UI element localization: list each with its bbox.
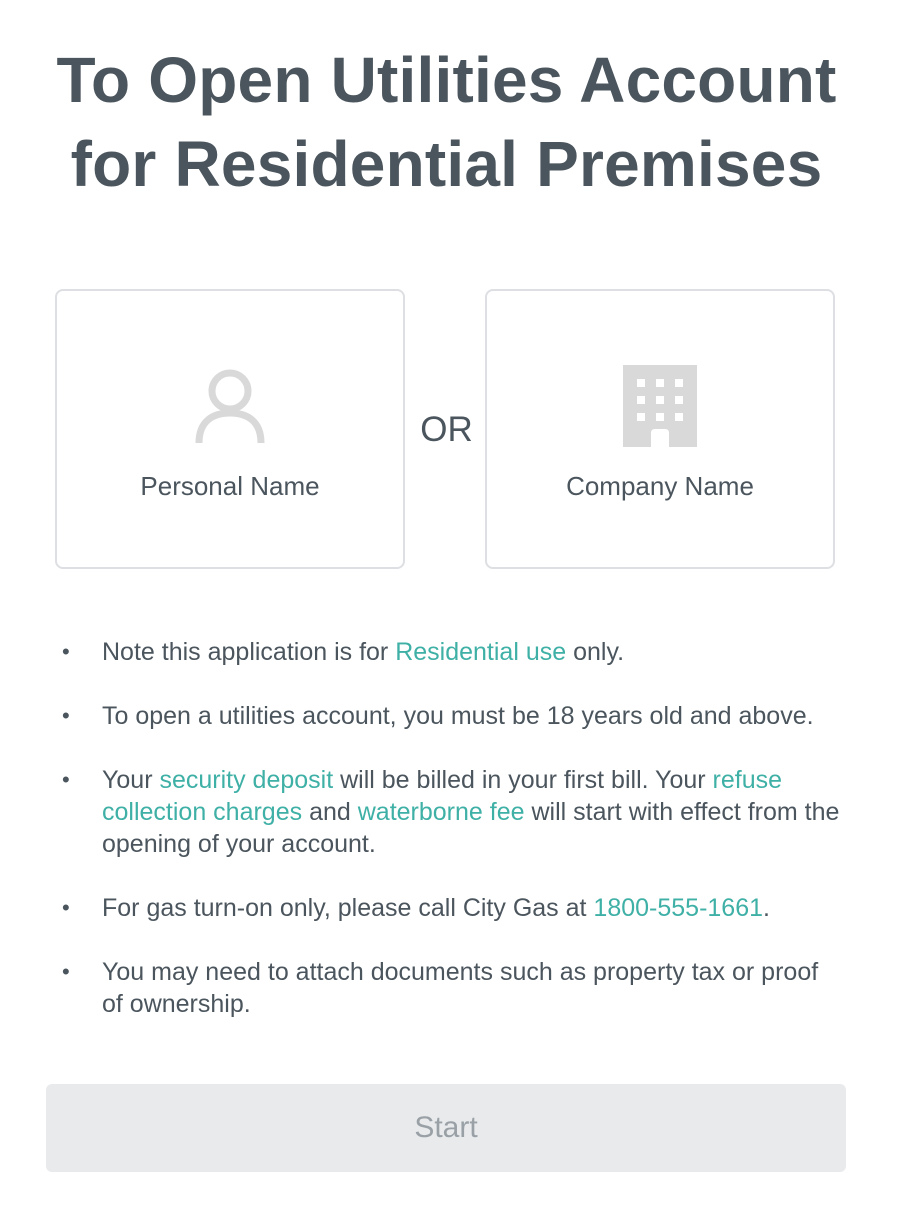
note-text: To open a utilities account, you must be 18 years old and above. xyxy=(102,702,814,730)
bullet: • xyxy=(62,639,70,664)
note-text: and xyxy=(302,798,358,826)
note-text: Your xyxy=(102,766,160,794)
or-separator: OR xyxy=(420,410,473,449)
notes-list xyxy=(60,636,840,1052)
page-title xyxy=(0,38,893,206)
bullet: • xyxy=(62,703,70,728)
personal-name-label: Personal Name xyxy=(140,471,320,501)
refuse-collection-charges-link[interactable]: refuse collection charges xyxy=(102,766,783,826)
person-icon xyxy=(195,369,265,445)
residential-use-link[interactable]: Residential use xyxy=(395,638,567,666)
list-item xyxy=(60,764,840,860)
note-text: . xyxy=(763,894,770,922)
list-item xyxy=(60,892,840,924)
note-text: For gas turn-on only, please call City Gas at xyxy=(102,894,594,922)
list-item xyxy=(60,956,840,1020)
page-title-line-1: To Open Utilities Account xyxy=(56,44,837,116)
note-text: will start with effect from the opening of your account. xyxy=(102,798,840,858)
security-deposit-link[interactable]: security deposit xyxy=(159,766,334,794)
city-gas-phone-link[interactable]: 1800-555-1661 xyxy=(593,894,764,922)
note-text: will be billed in your first bill. Your xyxy=(333,766,713,794)
list-item xyxy=(60,700,840,732)
note-text: only. xyxy=(566,638,625,666)
bullet: • xyxy=(62,895,70,920)
note-text: Note this application is for xyxy=(102,638,396,666)
company-name-label: Company Name xyxy=(566,471,754,501)
note-text: You may need to attach documents such as property tax or proof of ownership. xyxy=(102,958,819,1018)
page-title-line-2: for Residential Premises xyxy=(70,128,823,200)
bullet: • xyxy=(62,767,70,792)
company-name-option[interactable] xyxy=(485,289,835,569)
building-icon xyxy=(623,365,697,447)
waterborne-fee-link[interactable]: waterborne fee xyxy=(357,798,525,826)
personal-name-option[interactable] xyxy=(55,289,405,569)
bullet: • xyxy=(62,959,70,984)
list-item xyxy=(60,636,840,668)
start-button[interactable]: Start xyxy=(46,1084,846,1172)
